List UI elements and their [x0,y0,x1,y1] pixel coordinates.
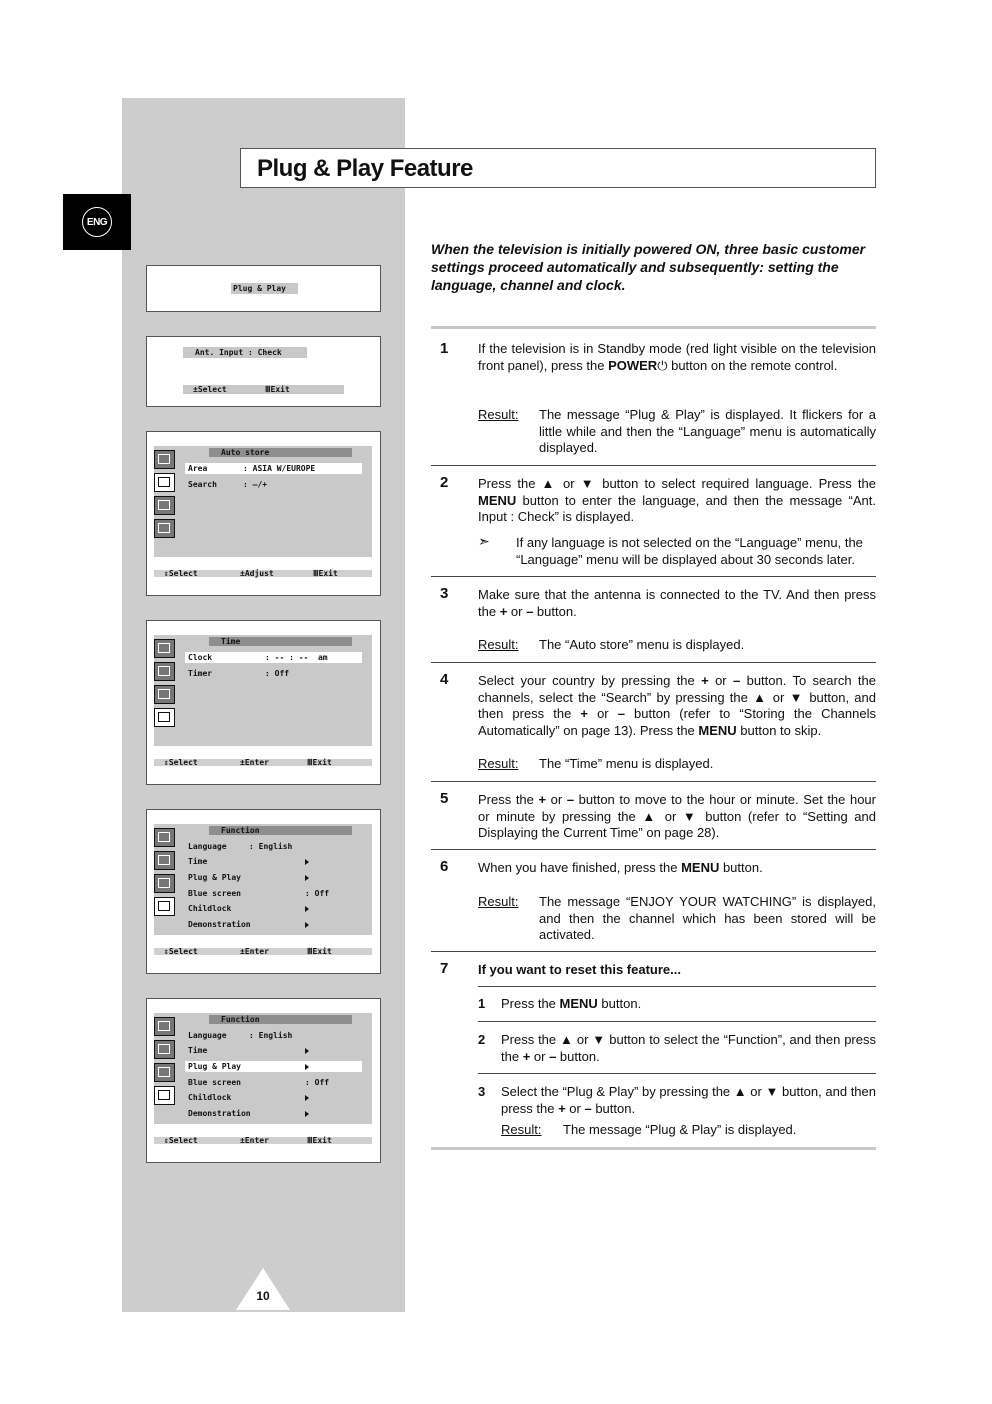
page-title: Plug & Play Feature [257,155,473,182]
eng-badge: ENG [82,207,112,237]
menu-row-value: : ASIA W/EUROPE [243,464,316,473]
menu-row-label: Blue screen [188,1078,241,1087]
menu-row-value: : Off [305,889,330,898]
menu-row-label: Language [188,842,227,851]
menu-row-label: Childlock [188,1093,232,1102]
function-icon [154,1086,175,1105]
menu-row-label: Demonstration [188,1109,251,1118]
submenu-arrow-icon [305,906,309,912]
menu-row-label: Time [188,1046,208,1055]
step-4-number: 4 [440,671,449,688]
screen-ant-input [146,336,381,407]
footer-select: ⇕Select [164,1136,198,1145]
footer-select: ⇕Select [164,569,198,578]
submenu-arrow-icon [305,1064,309,1070]
step-6-result: The message “ENJOY YOUR WATCHING” is displayed, and then the channel which has been stored will be activated. [539,894,876,942]
substep-3-result-label: Result: [501,1122,542,1137]
substep-3-text: Select the “Plug & Play” by pressing the ▲ or ▼ button, and then press the + or – button. [501,1084,876,1116]
divider [431,576,876,577]
step-2-number: 2 [440,474,449,491]
submenu-arrow-icon [305,875,309,881]
menu-title: Auto store [221,448,270,457]
substep-3-result: The message “Plug & Play” is displayed. [563,1122,797,1137]
footer-exit: ⅢExit [265,385,290,394]
menu-row-label: Timer [188,669,213,678]
substep-1-number: 1 [478,996,486,1011]
submenu-arrow-icon [305,859,309,865]
step-3-text: Make sure that the antenna is connected to the TV. And then press the + or – button. [478,587,876,619]
submenu-arrow-icon [305,1111,309,1117]
tv-picture-icon [154,828,175,847]
menu-row-label: Time [188,857,208,866]
screen-time [146,620,381,785]
divider [431,951,876,952]
menu-title: Function [221,1015,260,1024]
pointer-arrow-icon: ➣ [478,533,490,549]
function-icon [154,519,175,538]
footer-exit: ⅢExit [307,758,332,767]
substep-3-number: 3 [478,1084,486,1099]
menu-row-value: : English [249,842,293,851]
submenu-arrow-icon [305,1048,309,1054]
tv-picture-icon [154,450,175,469]
tv-picture-icon [154,639,175,658]
menu-row-value: : English [249,1031,293,1040]
menu-row-label: Plug & Play [188,873,241,882]
bottom-rule [431,1147,876,1150]
menu-row-label: Area [188,464,208,473]
step-4-text: Select your country by pressing the + or – button. To search the channels, select the “Search” by pressing the ▲ or ▼ button, and then press the + or – button (refer to “Storing the Channels Automatically” on page 13). Press the MENU button to skip. [478,673,876,738]
function-icon [154,708,175,727]
menu-row-value: : -- : -- am [265,653,328,662]
step-1-result: The message “Plug & Play” is displayed. It flickers for a little while and then the “Language” menu is automatically displayed. [539,407,876,455]
step-1-number: 1 [440,340,449,357]
title-box [240,148,876,188]
divider [431,662,876,663]
step-3-result: The “Auto store” menu is displayed. [539,637,745,652]
step-7-number: 7 [440,960,449,977]
top-rule [431,326,876,329]
submenu-arrow-icon [305,922,309,928]
page-number: 10 [256,1289,270,1303]
menu-title: Time [221,637,241,646]
footer-exit: ⅢExit [307,1136,332,1145]
footer-exit: ⅢExit [307,947,332,956]
substep-2-text: Press the ▲ or ▼ button to select the “Function”, and then press the + or – button. [501,1032,876,1064]
step-7-text: If you want to reset this feature... [478,962,681,977]
step-6-number: 6 [440,858,449,875]
substep-2-number: 2 [478,1032,486,1047]
menu-row-label: Blue screen [188,889,241,898]
menu-title: Function [221,826,260,835]
divider [478,1073,876,1074]
step-6-text: When you have finished, press the MENU button. [478,860,763,875]
step-5-text: Press the + or – button to move to the hour or minute. Set the hour or minute by pressing the ▲ or ▼ button (refer to “Setting and Displaying the Current Time” on page 28). [478,792,876,840]
tv-picture-icon [154,1017,175,1036]
menu-row-label: Childlock [188,904,232,913]
menu-row-value: : –/+ [243,480,268,489]
menu-row-label: Plug & Play [188,1062,241,1071]
sound-icon [154,851,175,870]
footer-enter: ±Enter [240,1136,269,1145]
step-1-result-label: Result: [478,407,519,422]
step-2-note: If any language is not selected on the “Language” menu, the “Language” menu will be displayed about 30 seconds later. [516,535,863,567]
divider [431,781,876,782]
step-3-number: 3 [440,585,449,602]
menu-row-value: : Off [265,669,290,678]
sound-icon [154,473,175,492]
step-4-result: The “Time” menu is displayed. [539,756,714,771]
menu-row-label: Search [188,480,217,489]
screen-function-plug-play [146,998,381,1163]
step-6-result-label: Result: [478,894,519,909]
function-icon [154,897,175,916]
footer-enter: ±Enter [240,947,269,956]
menu-row-label: Language [188,1031,227,1040]
divider [478,986,876,987]
menu-row-label: Clock [188,653,213,662]
screen-plug-play [146,265,381,312]
divider [478,1021,876,1022]
channel-icon [154,685,175,704]
footer-exit: ⅢExit [313,569,338,578]
footer-enter: ±Enter [240,758,269,767]
step-2-text: Press the ▲ or ▼ button to select required language. Press the MENU button to enter the language, and then the message “Ant. Input : Check” is displayed. [478,476,876,524]
divider [431,465,876,466]
channel-icon [154,1063,175,1082]
step-1-text: If the television is in Standby mode (red light visible on the television front panel), press the POWER⏻ button on the remote control. [478,341,876,373]
footer-adjust: ±Adjust [240,569,274,578]
language-tab [63,194,131,250]
step-3-result-label: Result: [478,637,519,652]
screen-message: Ant. Input : Check [195,348,282,357]
step-5-number: 5 [440,790,449,807]
footer-select: ⇕Select [164,758,198,767]
screen-function [146,809,381,974]
substep-1-text: Press the MENU button. [501,996,642,1011]
sound-icon [154,1040,175,1059]
channel-icon [154,496,175,515]
menu-row-label: Demonstration [188,920,251,929]
screen-message: Plug & Play [233,284,286,293]
footer-select: ⇕Select [164,947,198,956]
step-4-result-label: Result: [478,756,519,771]
footer-select: ±Select [193,385,227,394]
sound-icon [154,662,175,681]
screen-auto-store [146,431,381,596]
submenu-arrow-icon [305,1095,309,1101]
menu-row-value: : Off [305,1078,330,1087]
divider [431,849,876,850]
channel-icon [154,874,175,893]
intro-text: When the television is initially powered ON, three basic customer settings proceed automatically and subsequently: setting the language, channel and clock. [431,241,866,293]
